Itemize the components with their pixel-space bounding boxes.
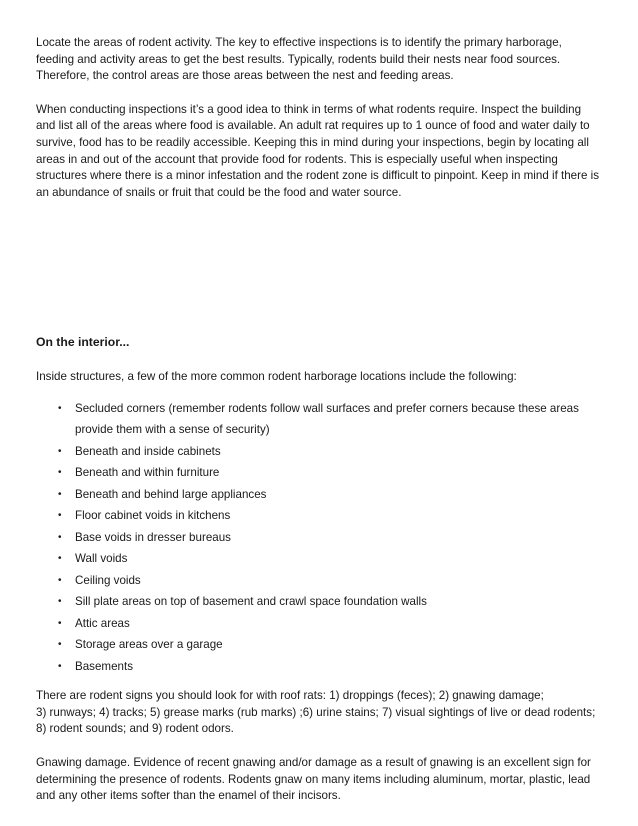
list-item-text: Storage areas over a garage (75, 638, 223, 652)
list-item (36, 530, 602, 547)
list-item (36, 616, 602, 633)
list-item-text: Sill plate areas on top of basement and crawl space foundation walls (75, 595, 427, 609)
bullet-icon: • (58, 445, 62, 457)
bullet-icon: • (58, 660, 62, 672)
list-item-text: Beneath and within furniture (75, 466, 220, 480)
paragraph-locate: Locate the areas of rodent activity. The key to effective inspections is to identify the primary harborage, feeding and activity areas to get the best results. Typically, rodents build their nests near food sources. Therefore, the control areas are those areas between the nest and feeding areas. (36, 36, 562, 83)
list-item (36, 487, 602, 504)
list-item-text: Floor cabinet voids in kitchens (75, 509, 231, 523)
list-item (36, 573, 602, 590)
list-item-text: Ceiling voids (75, 573, 141, 587)
bullet-icon: • (58, 596, 62, 608)
section-heading: On the interior... (36, 335, 130, 350)
list-item (36, 551, 602, 568)
list-item (36, 637, 602, 654)
list-item (36, 594, 602, 611)
bullet-icon: • (58, 488, 62, 500)
list-item-text: Beneath and inside cabinets (75, 444, 221, 458)
signs-line-3: 8) rodent sounds; and 9) rodent odors. (36, 722, 234, 736)
list-item (36, 659, 602, 676)
paragraph-gnawing: Gnawing damage. Evidence of recent gnawing and/or damage as a result of gnawing is an excellent sign for determining the presence of rodents. Rodents gnaw on many items including aluminum, mortar, plastic, lead and any other items softer than the enamel of their incisors. (36, 755, 591, 803)
paragraph-inspect: When conducting inspections it’s a good idea to think in terms of what rodents require. Inspect the building and list all of the areas where food is available. An adult rat requires up to 1 ounce of food and water daily to survive, food has to be readily accessible. Keeping this in mind during your inspections, begin by locating all areas in and out of the account that provide food for rodents. This is especially useful when inspecting structures where there is a minor infestation and the rodent zone is difficult to pinpoint. Keep in mind if there is an abundance of snails or fruit that could be the food and water source. (36, 102, 600, 199)
bullet-icon: • (58, 510, 62, 522)
list-item-text: Secluded corners (remember rodents follow wall surfaces and prefer corners because these areas provide them with a sense of security) (75, 401, 579, 437)
list-item-text: Wall voids (75, 552, 128, 566)
bullet-icon: • (58, 574, 62, 586)
document-page (36, 35, 602, 805)
list-item (36, 508, 602, 525)
harborage-list (36, 398, 602, 676)
bullet-icon: • (58, 467, 62, 479)
bullet-icon: • (58, 553, 62, 565)
paragraph-signs (36, 688, 602, 738)
list-item-text: Basements (75, 659, 133, 673)
list-item (36, 444, 602, 461)
list-item (36, 398, 602, 441)
bullet-icon: • (58, 402, 62, 414)
list-item-text: Base voids in dresser bureaus (75, 530, 231, 544)
bullet-icon: • (58, 639, 62, 651)
list-item-text: Attic areas (75, 616, 130, 630)
list-item-text: Beneath and behind large appliances (75, 487, 267, 501)
list-item (36, 465, 602, 482)
bullet-icon: • (58, 617, 62, 629)
signs-line-1: There are rodent signs you should look for with roof rats: 1) droppings (feces); 2) gnawing damage; (36, 689, 544, 703)
section-intro: Inside structures, a few of the more common rodent harborage locations include the following: (36, 369, 517, 383)
signs-line-2: 3) runways; 4) tracks; 5) grease marks (rub marks) ;6) urine stains; 7) visual sightings of live or dead rodents; (36, 705, 596, 719)
bullet-icon: • (58, 531, 62, 543)
